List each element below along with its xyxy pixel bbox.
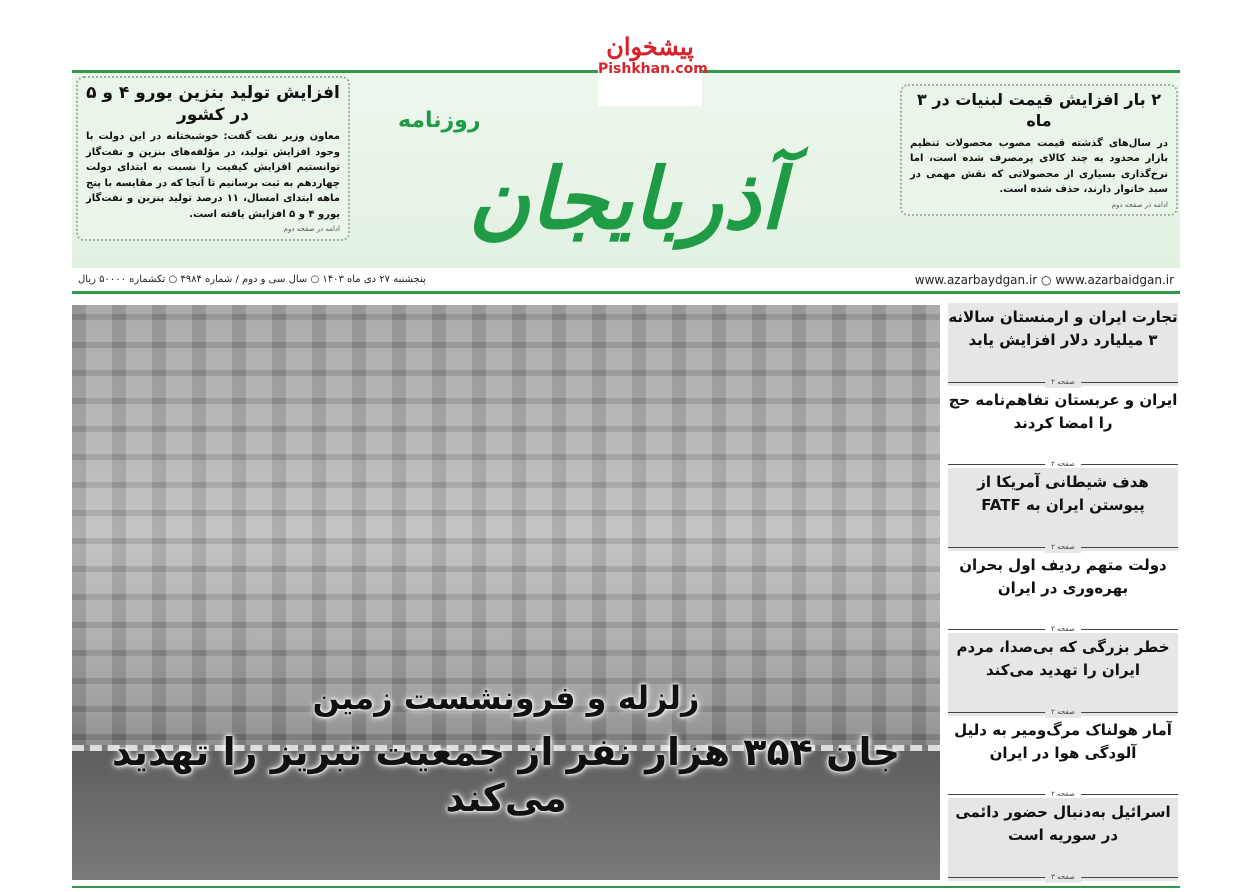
issue-info: پنجشنبه ۲۷ دی ماه ۱۴۰۳ ○ سال سی و دوم / شماره ۴۹۸۴ ○ تکشماره ۵۰۰۰۰ ریال — [78, 274, 426, 285]
divider — [948, 377, 1178, 386]
sidebar-headlines — [948, 303, 1178, 881]
headline-title: ایران و عربستان تفاهم‌نامه حج را امضا کردند — [948, 390, 1178, 432]
story-title: افزایش تولید بنزین یورو ۴ و ۵ در کشور — [86, 83, 340, 126]
story-body: معاون وزیر نفت گفت: خوشبختانه در این دولت با وجود افزایش تولید، در مؤلفه‌های بنزین و نفت‌گاز توانستیم افزایش کیفیت را نسبت به ابتدای دولت چهاردهم به ثبت برسانیم تا آنجا که در مقایسه با پنج ماهه ابتدای امسال، ۱۱ درصد تولید بنزین و نفت‌گاز یورو ۴ و ۵ افزایش یافته است. — [86, 131, 340, 220]
masthead — [358, 106, 894, 266]
page-ref: صفحه ۲ — [1045, 623, 1081, 635]
headline-title: اسرائیل به‌دنبال حضور دائمی در سوریه است — [955, 803, 1171, 844]
divider — [948, 542, 1178, 551]
divider — [948, 707, 1178, 716]
headline-title: دولت متهم ردیف اول بحران بهره‌وری در ایران — [959, 555, 1167, 597]
continued-note: ادامه در صفحه دوم — [1111, 200, 1168, 209]
headline-title: هدف شیطانی آمریکا از پیوستن ایران به FATF — [977, 473, 1149, 514]
main-photo[interactable] — [72, 305, 940, 880]
headline-title: تجارت ایران و ارمنستان سالانه ۳ میلیارد دلار افزایش یابد — [948, 308, 1178, 349]
divider — [948, 625, 1178, 633]
lead-story-right[interactable] — [900, 84, 1178, 216]
headline-item[interactable] — [948, 551, 1178, 634]
divider — [948, 460, 1178, 468]
headline-item[interactable] — [948, 716, 1178, 799]
bottom-rule — [72, 886, 1180, 888]
page-ref: صفحه ۲ — [1045, 541, 1081, 553]
headline-item[interactable] — [948, 633, 1178, 716]
headline-item[interactable] — [948, 303, 1178, 386]
lead-story-left[interactable] — [76, 76, 350, 241]
main-headline-2: جان ۳۵۴ هزار نفر از جمعیت تبریز را تهدید می‌کند — [111, 730, 901, 820]
dateline — [72, 268, 1180, 294]
newspaper-label: روزنامه — [398, 108, 481, 133]
divider — [948, 790, 1178, 798]
page-ref: صفحه ۲ — [1045, 788, 1081, 800]
headline-item[interactable] — [948, 798, 1178, 881]
pishkhan-logo[interactable] — [598, 14, 708, 106]
story-body: در سال‌های گذشته قیمت مصوب محصولات تنظیم بازار محدود به چند کالای پرمصرف شده است، اما نرخ‌گذاری بسیاری از محصولاتی که نقش مهمی در سبد خانوار دارند، حذف شده است. — [910, 137, 1168, 196]
page-ref: صفحه ۲ — [1045, 376, 1081, 388]
headline-title: خطر بزرگی که بی‌صدا، مردم ایران را تهدید می‌کند — [956, 638, 1170, 679]
page-ref: صفحه ۲ — [1045, 458, 1081, 470]
logo-fa: پیشخوان — [606, 32, 694, 61]
newspaper-name: آذربایجان — [468, 149, 784, 248]
divider — [948, 872, 1178, 881]
continued-note: ادامه در صفحه دوم — [283, 225, 340, 234]
main-headline-1: زلزله و فرونشست زمین — [312, 679, 700, 717]
page-ref: صفحه ۲ — [1045, 706, 1081, 718]
page-ref: صفحه ۳ — [1045, 871, 1081, 883]
website-urls[interactable]: www.azarbaydgan.ir ○ www.azarbaidgan.ir — [914, 272, 1174, 287]
logo-en: Pishkhan.com — [598, 61, 708, 77]
story-title: ۲ بار افزایش قیمت لبنیات در ۳ ماه — [917, 90, 1161, 130]
headline-item[interactable] — [948, 468, 1178, 551]
headline-title: آمار هولناک مرگ‌ومیر به دلیل آلودگی هوا در ایران — [954, 720, 1172, 762]
headline-item[interactable] — [948, 386, 1178, 469]
